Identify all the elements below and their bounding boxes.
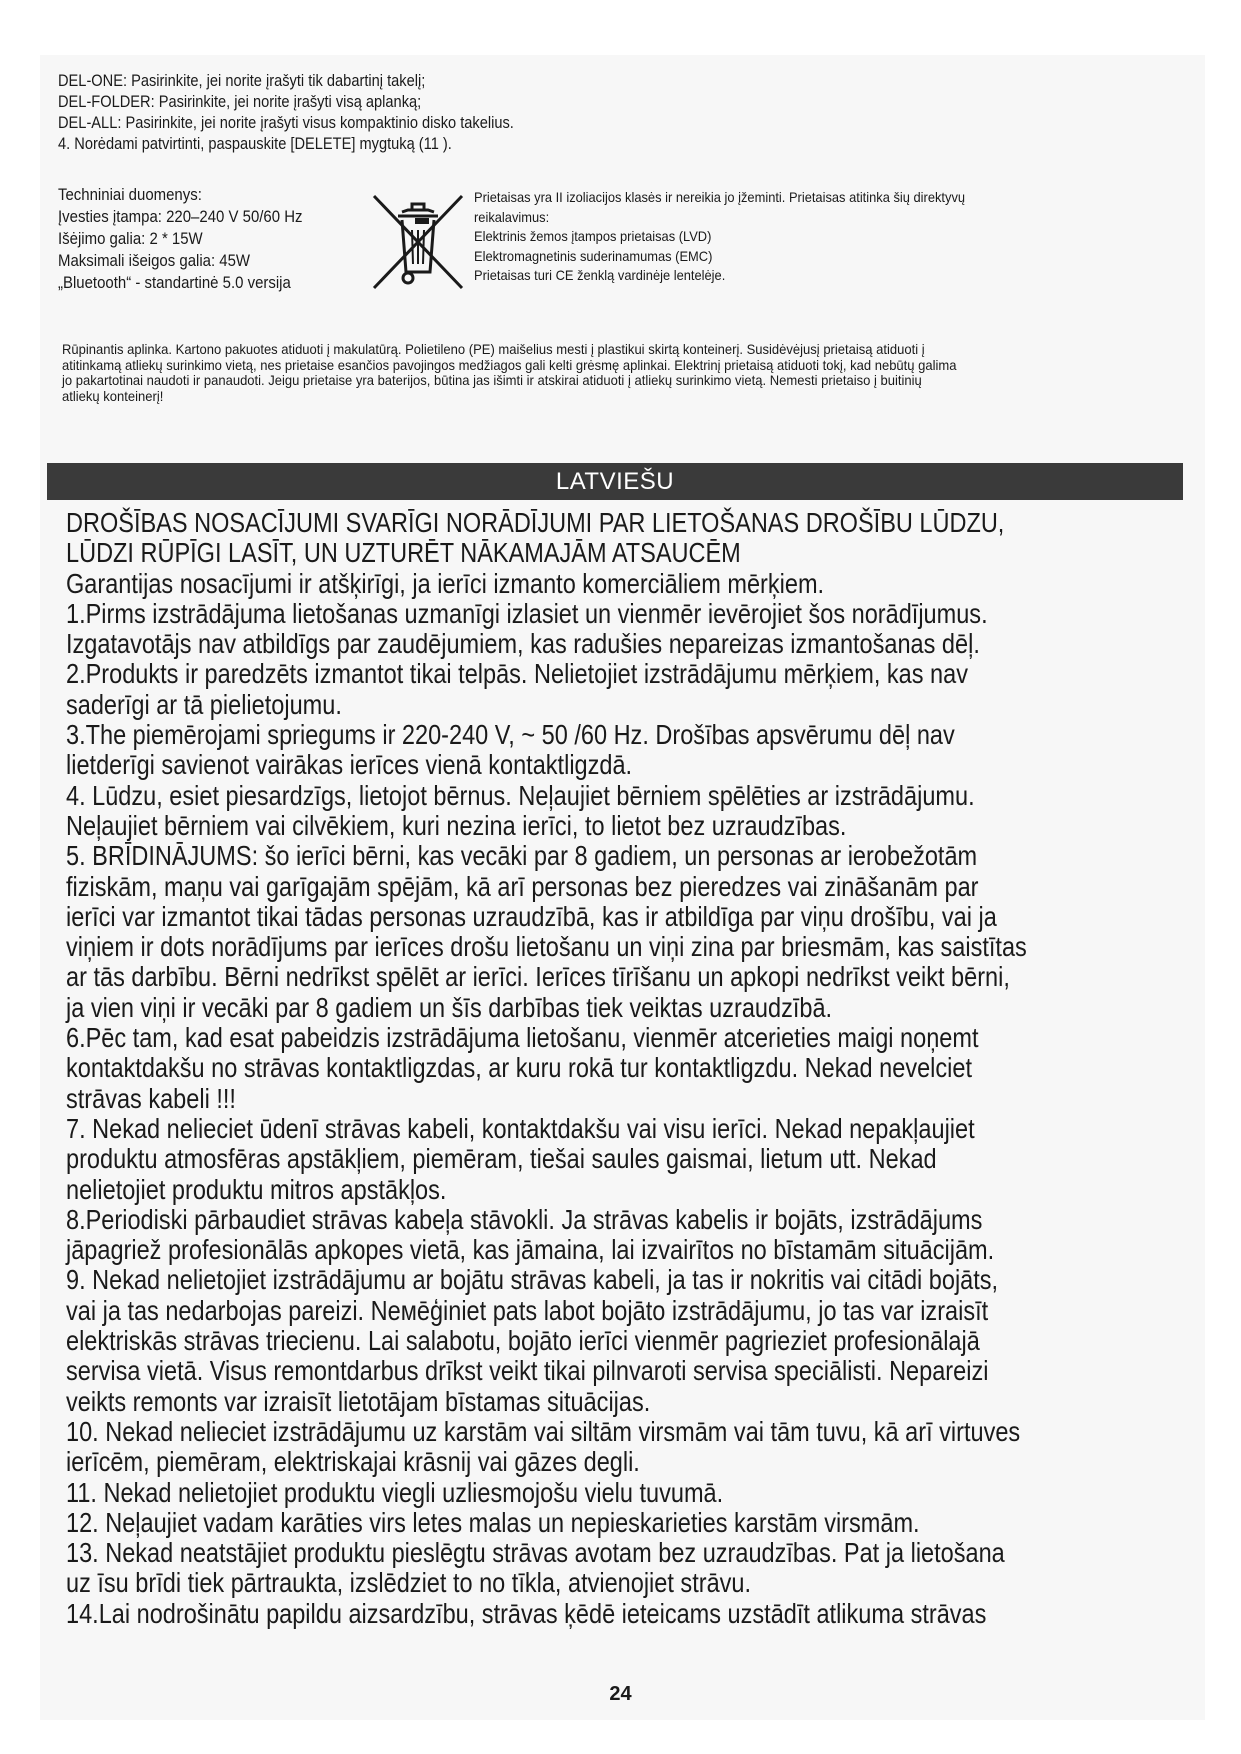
instruction-line: 9. Nekad nelietojiet izstrādājumu ar bojātu strāvas kabeli, ja tas ir nokritis vai citādi bojāts, <box>66 1264 999 1296</box>
environment-line: atliekų konteinerį! <box>62 387 164 404</box>
del-line: DEL-FOLDER: Pasirinkite, jei norite įrašyti visą aplanką; <box>58 92 422 111</box>
instruction-line: ierīcēm, piemēram, elektriskajai krāsnij vai gāzes degli. <box>66 1446 640 1478</box>
del-line: 4. Norėdami patvirtinti, paspauskite [DELETE] mygtuką (11 ). <box>58 134 452 153</box>
instruction-line: strāvas kabeli !!! <box>66 1082 236 1114</box>
instruction-line: 14.Lai nodrošinātu papildu aizsardzību, strāvas ķēdē ieteicams uzstādīt atlikuma strāvas <box>66 1597 987 1629</box>
instruction-line: Neļaujiet bērniem vai cilvēkiem, kuri nezina ierīci, to lietot bez uzraudzības. <box>66 809 847 841</box>
instruction-line: 12. Neļaujiet vadam karāties virs letes malas un nepieskarieties karstām virsmām. <box>66 1506 920 1538</box>
instruction-line: uz īsu brīdi tiek pārtraukta, izslēdziet to no tīkla, atvienojiet strāvu. <box>66 1567 752 1599</box>
instruction-line: 8.Periodiski pārbaudiet strāvas kabeļa stāvokli. Ja strāvas kabelis ir bojāts, izstrādājums <box>66 1203 983 1235</box>
del-line: DEL-ALL: Pasirinkite, jei norite įrašyti visus kompaktinio disko takelius. <box>58 113 514 132</box>
instruction-line: 3.The piemērojami spriegums ir 220-240 V, ~ 50 /60 Hz. Drošības apsvērumu dēļ nav <box>66 719 955 751</box>
instruction-line: veikts remonts var izraisīt lietotājam bīstamas situācijas. <box>66 1385 651 1417</box>
instruction-line: fiziskām, maņu vai garīgajām spējām, kā arī personas bez pieredzes vai zināšanām par <box>66 870 979 902</box>
instruction-line: ar tās darbību. Bērni nedrīkst spēlēt ar ierīci. Ierīces tīrīšanu un apkopi nedrīkst veikt bērni, <box>66 961 1010 993</box>
tech-spec-line: „Bluetooth“ - standartinė 5.0 versija <box>58 273 291 292</box>
instruction-line: produktu atmosfēras apstākļiem, piemēram, tiešai saules gaismai, lietum utt. Nekad <box>66 1143 937 1175</box>
del-line: DEL-ONE: Pasirinkite, jei norite įrašyti tik dabartinį takelį; <box>58 71 426 90</box>
instruction-line: LŪDZI RŪPĪGI LASĪT, UN UZTURĒT NĀKAMAJĀM ATSAUCĒM <box>66 537 741 569</box>
environment-line: atitinkamą atliekų surinkimo vietą, nes prietaise esančios pavojingos medžiagos gali kelti grėsmę aplinkai. Elektrinį prietaisą atiduoti tokį, kad nebūtų galima <box>62 356 957 373</box>
instruction-line: elektriskās strāvas triecienu. Lai salabotu, bojāto ierīci vienmēr pagrieziet profesionālajā <box>66 1325 980 1357</box>
instruction-line: nelietojiet produktu mitros apstākļos. <box>66 1173 447 1205</box>
technical-specs <box>58 184 378 294</box>
tech-spec-line: Įvesties įtampa: 220–240 V 50/60 Hz <box>58 207 303 226</box>
instruction-line: 13. Nekad neatstājiet produktu pieslēgtu strāvas avotam bez uzraudzības. Pat ja lietošana <box>66 1537 1005 1569</box>
instruction-line: 11. Nekad nelietojiet produktu viegli uzliesmojošu vielu tuvumā. <box>66 1476 724 1508</box>
instruction-line: 5. BRĪDINĀJUMS: šo ierīci bērni, kas vecāki par 8 gadiem, un personas ar ierobežotām <box>66 840 978 872</box>
safety-instructions <box>66 508 1186 1629</box>
instruction-line: Izgatavotājs nav atbildīgs par zaudējumiem, kas radušies nepareizas izmantošanas dēļ. <box>66 628 980 660</box>
crossed-out-wheelie-bin-icon <box>368 190 468 294</box>
instruction-line: jāpagriež profesionālās apkopes vietā, kas jāmaina, lai izvairītos no bīstamām situācijām. <box>66 1234 995 1266</box>
tech-spec-line: Maksimali išeigos galia: 45W <box>58 251 251 270</box>
instruction-line: servisa vietā. Visus remontdarbus drīkst veikt tikai pilnvaroti servisa speciālisti. Nepareizi <box>66 1355 989 1387</box>
directive-line: Prietaisas turi CE ženklą vardinėje lentelėje. <box>474 267 726 283</box>
instruction-line: viņiem ir dots norādījums par ierīces drošu lietošanu un viņi zina par briesmām, kas saistītas <box>66 931 1027 963</box>
environment-line: Rūpinantis aplinka. Kartono pakuotes atiduoti į makulatūrą. Polietileno (PE) maišelius mesti į plastikui skirtą konteinerį. Susidėvėjusį prietaisą atiduoti į <box>62 341 925 357</box>
environment-notice <box>62 342 1172 404</box>
instruction-line: DROŠĪBAS NOSACĪJUMI SVARĪGI NORĀDĪJUMI PAR LIETOŠANAS DROŠĪBU LŪDZU, <box>66 507 1005 538</box>
instruction-line: 10. Nekad nelieciet izstrādājumu uz karstām vai siltām virsmām vai tām tuvu, kā arī virtuves <box>66 1415 1021 1447</box>
instruction-line: kontaktdakšu no strāvas kontaktligzdas, ar kuru rokā tur kontaktligzdu. Nekad nevelciet <box>66 1052 972 1084</box>
instruction-line: 2.Produkts ir paredzēts izmantot tikai telpās. Nelietojiet izstrādājumu mērķiem, kas nav <box>66 658 968 690</box>
tech-spec-line: Techniniai duomenys: <box>58 185 202 204</box>
language-header-bar <box>47 463 1183 500</box>
instruction-line: lietderīgi savienot vairākas ierīces vienā kontaktligzdā. <box>66 749 633 781</box>
directives-block <box>474 188 1134 286</box>
instruction-line: 7. Nekad nelieciet ūdenī strāvas kabeli, kontaktdakšu vai visu ierīci. Nekad nepakļaujiet <box>66 1112 975 1144</box>
instruction-line: saderīgi ar tā pielietojumu. <box>66 688 342 720</box>
instruction-line: 4. Lūdzu, esiet piesardzīgs, lietojot bērnus. Neļaujiet bērniem spēlēties ar izstrādājumu. <box>66 779 975 811</box>
directive-line: Elektromagnetinis suderinamumas (EMC) <box>474 247 713 264</box>
directive-line: Elektrinis žemos įtampos prietaisas (LVD) <box>474 228 712 244</box>
instruction-line: Garantijas nosacījumi ir atšķirīgi, ja ierīci izmanto komerciāliem mērķiem. <box>66 567 825 599</box>
page-number: 24 <box>609 1683 632 1705</box>
environment-line: jo pakartotinai naudoti ir panaudoti. Jeigu prietaise yra baterijos, būtina jas išimti ir atskirai atiduoti į atliekų surinkimo vietą. Nemesti prietaiso į buitinių <box>62 372 922 388</box>
directive-line: Prietaisas yra II izoliacijos klasės ir nereikia jo įžeminti. Prietaisas atitinka šių direktyvų <box>474 189 966 205</box>
instruction-line: 1.Pirms izstrādājuma lietošanas uzmanīgi izlasiet un vienmēr ievērojiet šos norādījumus. <box>66 597 988 629</box>
delete-options-block <box>58 70 738 154</box>
instruction-line: vai ja tas nedarbojas pareizi. Neмēģiniet pats labot bojāto izstrādājumu, jo tas var izraisīt <box>66 1294 989 1326</box>
instruction-line: ierīci var izmantot tikai tādas personas uzraudzībā, kas ir atbildīga par viņu drošību, vai ja <box>66 900 997 932</box>
instruction-line: ja vien viņi ir vecāki par 8 gadiem un šīs darbības tiek veiktas uzraudzībā. <box>66 991 833 1023</box>
tech-spec-line: Išėjimo galia: 2 * 15W <box>58 229 203 248</box>
directive-line: reikalavimus: <box>474 208 550 225</box>
language-header-label: LATVIEŠU <box>555 467 675 495</box>
instruction-line: 6.Pēc tam, kad esat pabeidzis izstrādājuma lietošanu, vienmēr atcerieties maigi noņemt <box>66 1022 979 1054</box>
